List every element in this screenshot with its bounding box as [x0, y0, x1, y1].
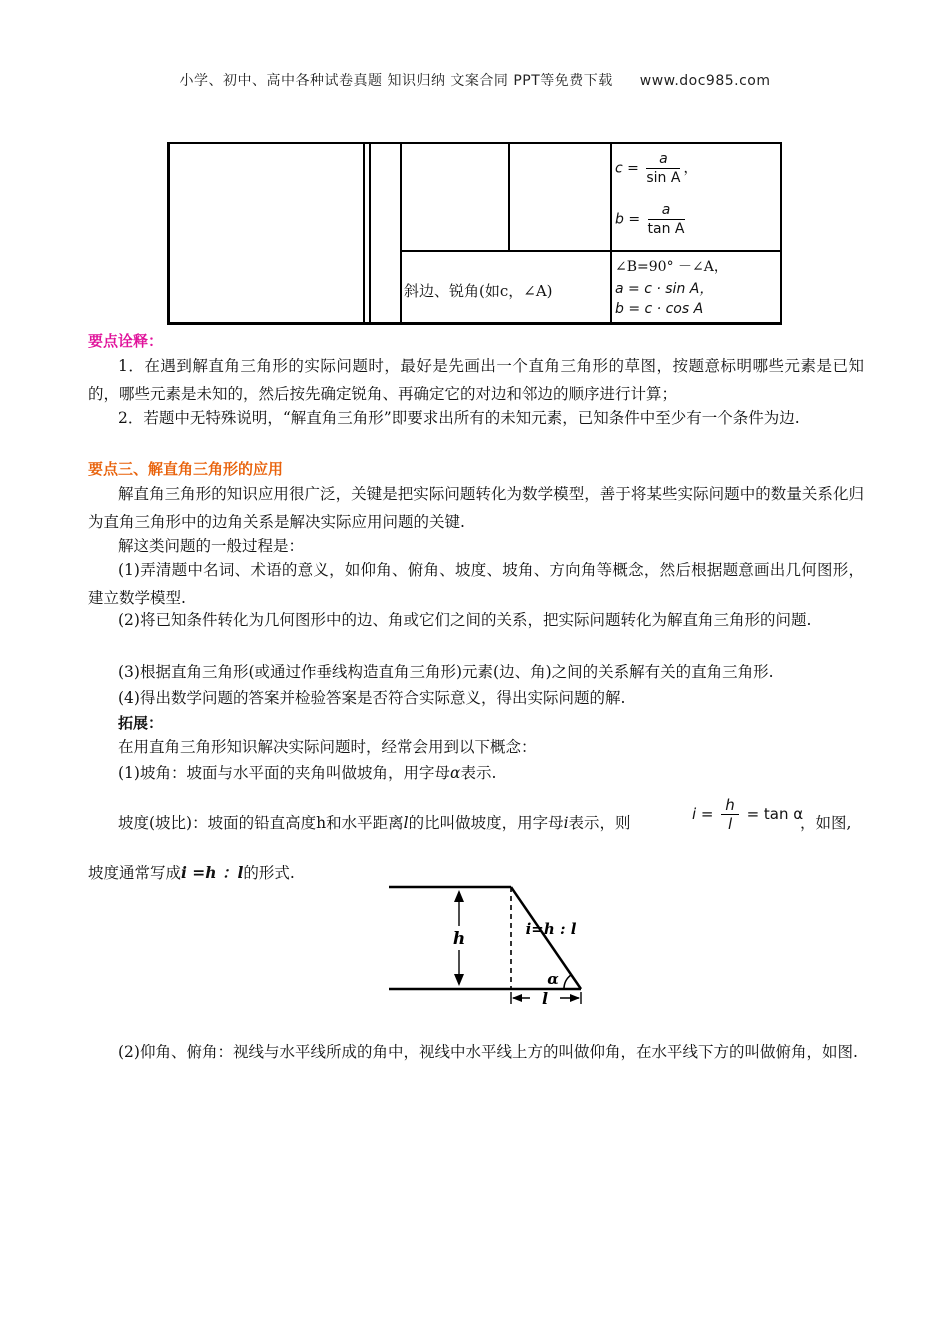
- formula-b: b = $\frac{a}{\text{tan A}}$: [615, 202, 685, 237]
- row2-f3: b = c · cos A: [615, 301, 704, 317]
- section3-p1: 解直角三角形的知识应用很广泛，关键是把实际问题转化为数学模型，善于将某些实际问题中的数量关系化归为直角三角形中的边角关系是解决实际应用问题的关键.: [88, 485, 864, 531]
- table-divider: [508, 144, 510, 250]
- slope-line: [511, 887, 581, 989]
- slope-figure: [385, 880, 615, 1010]
- notes-p1: 1．在遇到解直角三角形的实际问题时，最好是先画出一个直角三角形的草图，按题意标明哪些元素是已知的，哪些元素是未知的，然后按先确定锐角、再确定它的对边和邻边的顺序进行计算；: [88, 357, 864, 403]
- arrow-down-icon: [454, 974, 464, 986]
- alpha-symbol: α: [449, 764, 461, 782]
- l-label: l: [541, 989, 549, 1008]
- arrow-left-icon: [512, 994, 522, 1002]
- arrow-right-icon: [570, 994, 580, 1002]
- section3-s2: (2)将已知条件转化为几何图形中的边、角或它们之间的关系，把实际问题转化为解直角三角形的问题.: [118, 611, 812, 629]
- page-header: [0, 70, 950, 90]
- row2-f1: ∠B=90° －∠A，: [615, 259, 728, 275]
- section3-s3: (3)根据直角三角形(或通过作垂线构造直角三角形)元素(边、角)之间的关系解有关的直角三角形.: [118, 663, 774, 681]
- grade-line-end: ，如图,: [800, 814, 852, 832]
- section3-s1: (1)弄清题中名词、术语的意义，如仰角、俯角、坡度、坡角、方向角等概念，然后根据题意画出几何图形，建立数学模型.: [88, 561, 864, 607]
- extension-heading: 拓展：: [118, 714, 164, 732]
- grade-line: 坡度(坡比)：坡面的铅直高度h和水平距离l的比叫做坡度，用字母i表示，则: [118, 814, 631, 832]
- elevation-paragraph: (2)仰角、俯角：视线与水平线所成的角中，视线中水平线上方的叫做仰角，在水平线下方的叫做俯角，如图.: [118, 1043, 858, 1061]
- section3-heading: 要点三、解直角三角形的应用: [88, 460, 284, 478]
- header-text: 小学、初中、高中各种试卷真题 知识归纳 文案合同 PPT等免费下载: [179, 73, 613, 89]
- notes-heading: 要点诠释：: [88, 332, 164, 350]
- h-label: h: [452, 929, 466, 949]
- formula-c: c = $\frac{a}{\text{sin A}}$ ，: [615, 151, 698, 186]
- grade-form-line: 坡度通常写成i =h ：l的形式.: [88, 863, 295, 882]
- slope-angle-line: (1)坡角：坡面与水平面的夹角叫做坡角，用字母α表示.: [118, 764, 497, 782]
- formula-table: [167, 142, 782, 325]
- notes-p2: 2．若题中无特殊说明，“解直角三角形”即要求出所有的未知元素，已知条件中至少有一个条件为边.: [118, 409, 800, 427]
- table-row-divider: [400, 250, 780, 252]
- header-site: www.doc985.com: [639, 73, 771, 89]
- alpha-label: α: [547, 970, 559, 988]
- table-divider: [369, 144, 371, 322]
- angle-arc: [564, 975, 571, 989]
- section3-s4: (4)得出数学问题的答案并检验答案是否符合实际意义，得出实际问题的解.: [118, 689, 626, 707]
- arrow-up-icon: [454, 890, 464, 902]
- row2-label: 斜边、锐角(如c，∠A): [404, 282, 553, 300]
- extension-intro: 在用直角三角形知识解决实际问题时，经常会用到以下概念：: [118, 738, 537, 756]
- section3-p2: 解这类问题的一般过程是：: [118, 537, 305, 555]
- table-divider: [610, 144, 612, 322]
- grade-formula: i = $\frac{h}{l}$ = tan α: [692, 796, 804, 833]
- table-divider: [363, 144, 365, 322]
- ratio-label: i=h : l: [525, 920, 577, 938]
- row2-f2: a = c · sin A，: [615, 281, 714, 297]
- table-divider: [400, 144, 402, 322]
